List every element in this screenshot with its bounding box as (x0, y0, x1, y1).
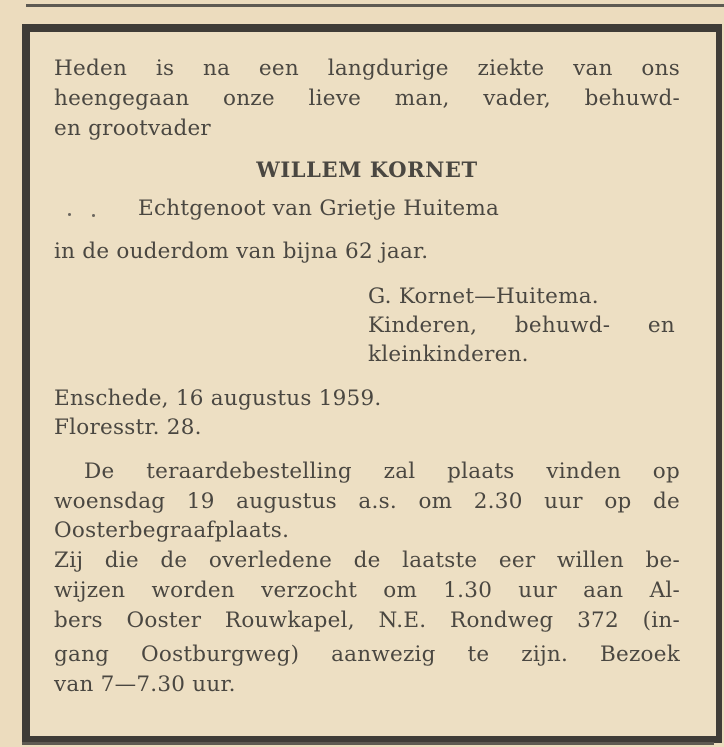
deceased-name: WILLEM KORNET (256, 157, 478, 182)
address: Floresstr. 28. (54, 415, 202, 440)
print-speck (92, 214, 95, 217)
spouse-line: Echtgenoot van Grietje Huitema (138, 196, 500, 221)
intro-line: Heden is na een langdurige ziekte van ons (54, 56, 680, 81)
visit-line: Zij die de overledene de laatste eer willen be- (54, 548, 680, 573)
age-line: in de ouderdom van bijna 62 jaar. (54, 239, 429, 264)
signatory-line: Kinderen, behuwd- en (368, 313, 675, 338)
intro-line: heengegaan onze lieve man, vader, behuwd- (54, 86, 680, 111)
visit-line: wijzen worden verzocht om 1.30 uur aan Al- (54, 578, 680, 603)
place-date: Enschede, 16 augustus 1959. (54, 386, 382, 411)
funeral-line: De teraardebestelling zal plaats vinden op (84, 459, 680, 484)
bottom-rule (22, 742, 714, 745)
top-rule (26, 4, 724, 7)
funeral-line: Oosterbegraafplaats. (54, 518, 290, 543)
signatory-line: G. Kornet—Huitema. (368, 284, 599, 309)
visit-line: gang Oostburgweg) aanwezig te zijn. Bezoek (54, 642, 680, 667)
intro-line: en grootvader (54, 116, 211, 141)
visit-line: bers Ooster Rouwkapel, N.E. Rondweg 372 (in- (54, 608, 680, 633)
funeral-line: woensdag 19 augustus a.s. om 2.30 uur op de (54, 489, 680, 514)
signatory-line: kleinkinderen. (368, 342, 529, 367)
visit-line: van 7—7.30 uur. (54, 672, 236, 697)
print-speck (68, 213, 71, 216)
